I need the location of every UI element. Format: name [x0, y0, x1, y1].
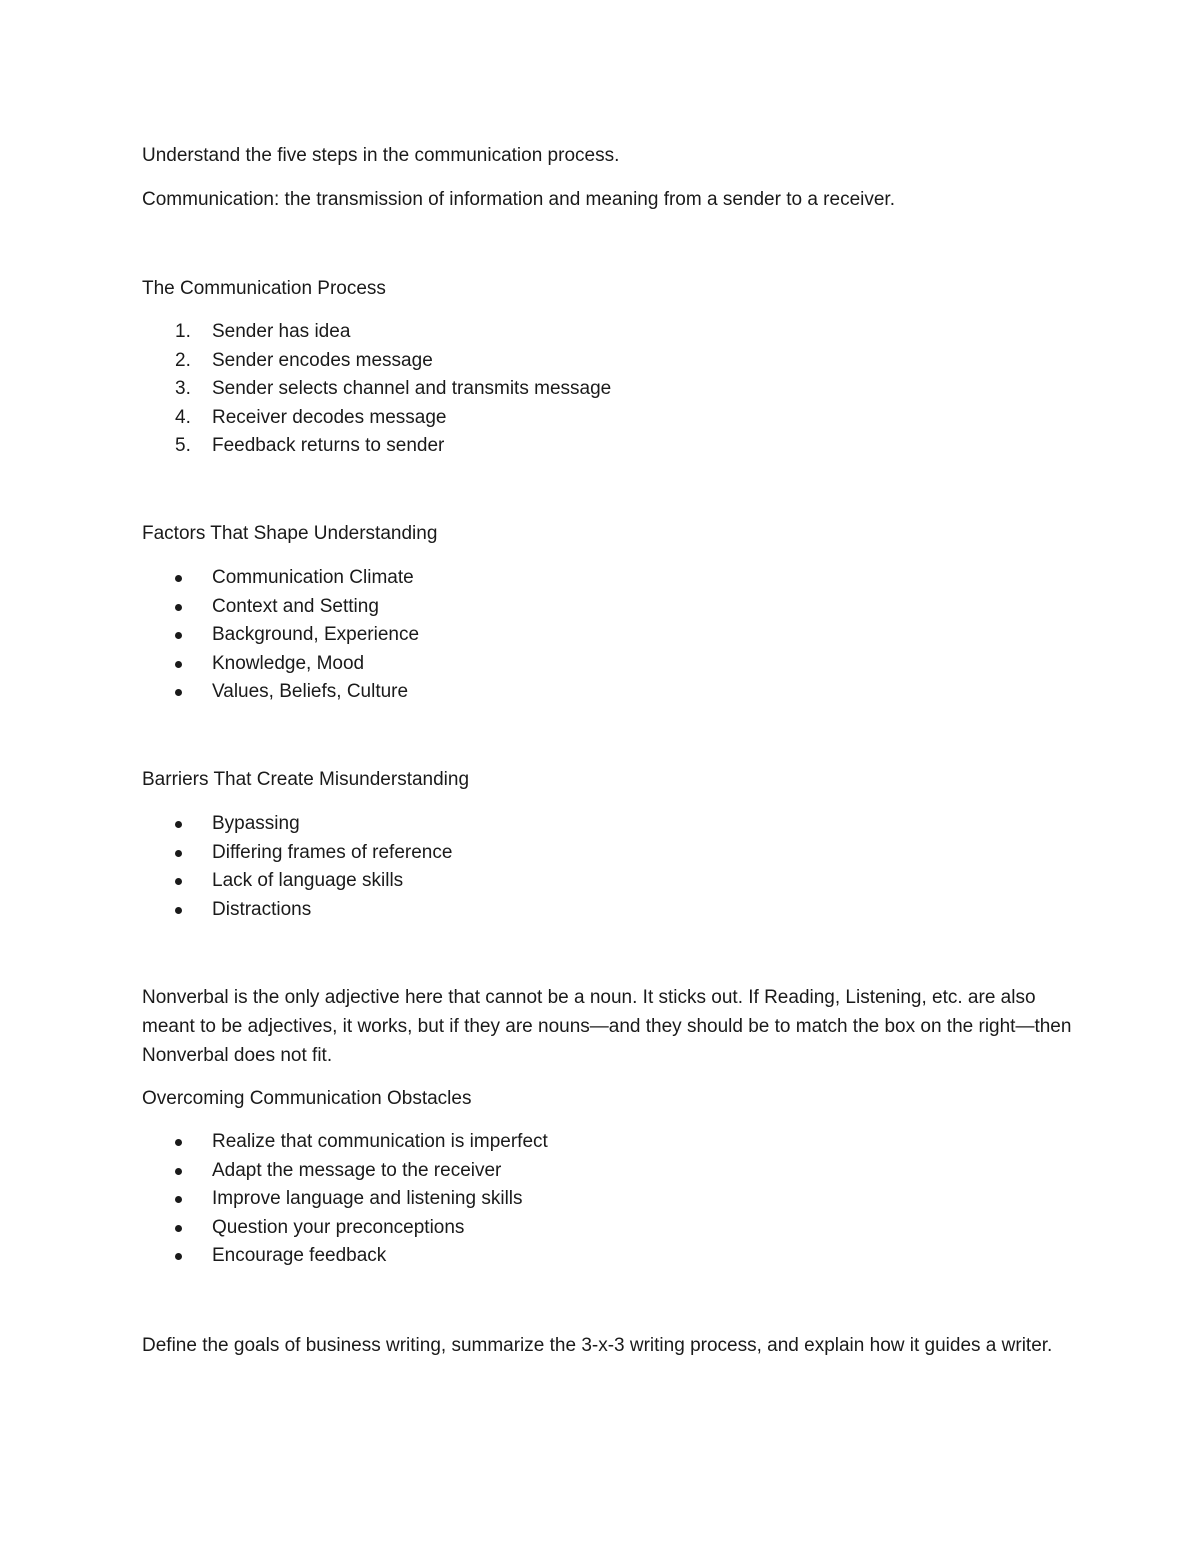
obstacles-list [142, 1128, 1042, 1271]
bullet-icon [175, 1196, 182, 1203]
process-steps-list [142, 318, 1042, 461]
bullet-icon [175, 821, 182, 828]
barriers-list [142, 810, 1042, 924]
bullet-icon [175, 632, 182, 639]
list-item: Bypassing [142, 810, 1042, 839]
list-item: 3. Sender selects channel and transmits message [175, 378, 612, 400]
bullet-icon [175, 604, 182, 611]
list-item: 1. Sender has idea [175, 321, 351, 342]
list-item: Values, Beliefs, Culture [142, 678, 1042, 707]
communication-definition: Communication: the transmission of information and meaning from a sender to a receiver. [142, 189, 895, 210]
bullet-icon [175, 850, 182, 857]
bullet-icon [175, 575, 182, 582]
list-item: Improve language and listening skills [142, 1185, 1042, 1214]
bullet-icon [175, 1225, 182, 1232]
barriers-heading: Barriers That Create Misunderstanding [142, 769, 470, 790]
bullet-icon [175, 689, 182, 696]
nonverbal-note: Nonverbal is the only adjective here that cannot be a noun. It sticks out. If Reading, Listening, etc. are also meant to be adjectives, it works, but if they are nouns—and they should be to match the box on the right—then Nonverbal does not fit. [142, 987, 1072, 1066]
list-item: Knowledge, Mood [142, 650, 1042, 679]
list-item: Communication Climate [142, 564, 1042, 593]
list-item: Context and Setting [142, 593, 1042, 622]
list-item: Differing frames of reference [142, 839, 1042, 868]
learning-objective: Understand the five steps in the communication process. [142, 145, 620, 166]
bullet-icon [175, 1139, 182, 1146]
bullet-icon [175, 878, 182, 885]
process-heading: The Communication Process [142, 278, 386, 299]
list-item: 5. Feedback returns to sender [175, 435, 445, 457]
bullet-icon [175, 907, 182, 914]
bullet-icon [175, 1168, 182, 1175]
list-item: 4. Receiver decodes message [175, 406, 447, 428]
factors-heading: Factors That Shape Understanding [142, 523, 438, 544]
bullet-icon [175, 661, 182, 668]
list-item: Realize that communication is imperfect [142, 1128, 1042, 1157]
writing-goals-objective: Define the goals of business writing, summarize the 3-x-3 writing process, and explain how it guides a writer. [142, 1335, 1053, 1356]
list-item: Distractions [142, 896, 1042, 925]
list-item: Adapt the message to the receiver [142, 1157, 1042, 1186]
factors-list [142, 564, 1042, 707]
list-item: Question your preconceptions [142, 1214, 1042, 1243]
list-item: Encourage feedback [142, 1242, 1042, 1271]
obstacles-heading: Overcoming Communication Obstacles [142, 1088, 472, 1109]
list-item: 2. Sender encodes message [175, 349, 433, 371]
list-item: Background, Experience [142, 621, 1042, 650]
bullet-icon [175, 1253, 182, 1260]
list-item: Lack of language skills [142, 867, 1042, 896]
